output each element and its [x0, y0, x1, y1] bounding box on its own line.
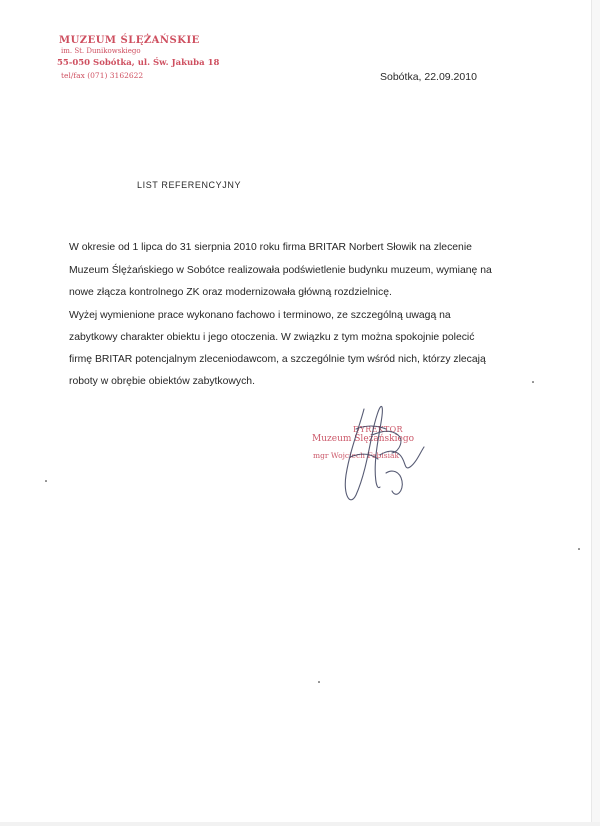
scan-speck	[578, 548, 580, 550]
director-stamp-role: DYREKTOR	[353, 425, 403, 434]
letter-title: LIST REFERENCYJNY	[137, 180, 242, 190]
stamp-line-4: tel/fax (071) 3162622	[61, 71, 144, 80]
director-stamp-institution: Muzeum Ślężańskiego	[312, 434, 415, 444]
body-line: W okresie od 1 lipca do 31 sierpnia 2010 roku firma BRITAR Norbert Słowik na zlecenie	[69, 242, 472, 253]
scan-speck	[318, 681, 320, 683]
scan-speck	[532, 381, 534, 383]
letter-date: Sobótka, 22.09.2010	[380, 71, 477, 83]
stamp-line-2: im. St. Dunikowskiego	[61, 47, 141, 55]
scan-speck	[45, 480, 47, 482]
body-line: Wyżej wymienione prace wykonano fachowo i terminowo, ze szczególną uwagą na	[69, 309, 451, 321]
stamp-line-1: MUZEUM ŚLĘŻAŃSKIE	[59, 35, 200, 46]
body-line: Muzeum Ślężańskiego w Sobótce realizowała podświetlenie budynku muzeum, wymianę na	[69, 264, 492, 276]
page-bottom-edge	[0, 822, 600, 826]
body-line: firmę BRITAR potencjalnym zleceniodawcom, a szczególnie tym wśród nich, którzy zlecają	[69, 353, 486, 365]
body-line: roboty w obrębie obiektów zabytkowych.	[69, 375, 255, 387]
director-stamp-name: mgr Wojciech Fabisiak	[313, 451, 400, 460]
body-line: nowe złącza kontrolnego ZK oraz modernizowała główną rozdzielnicę.	[69, 287, 392, 298]
letter-body	[69, 237, 499, 393]
page-right-edge	[591, 0, 600, 826]
stamp-line-3: 55-050 Sobótka, ul. Św. Jakuba 18	[57, 58, 220, 68]
body-line: zabytkowy charakter obiektu i jego otoczenia. W związku z tym można spokojnie polecić	[69, 331, 475, 343]
handwritten-signature	[320, 395, 440, 515]
